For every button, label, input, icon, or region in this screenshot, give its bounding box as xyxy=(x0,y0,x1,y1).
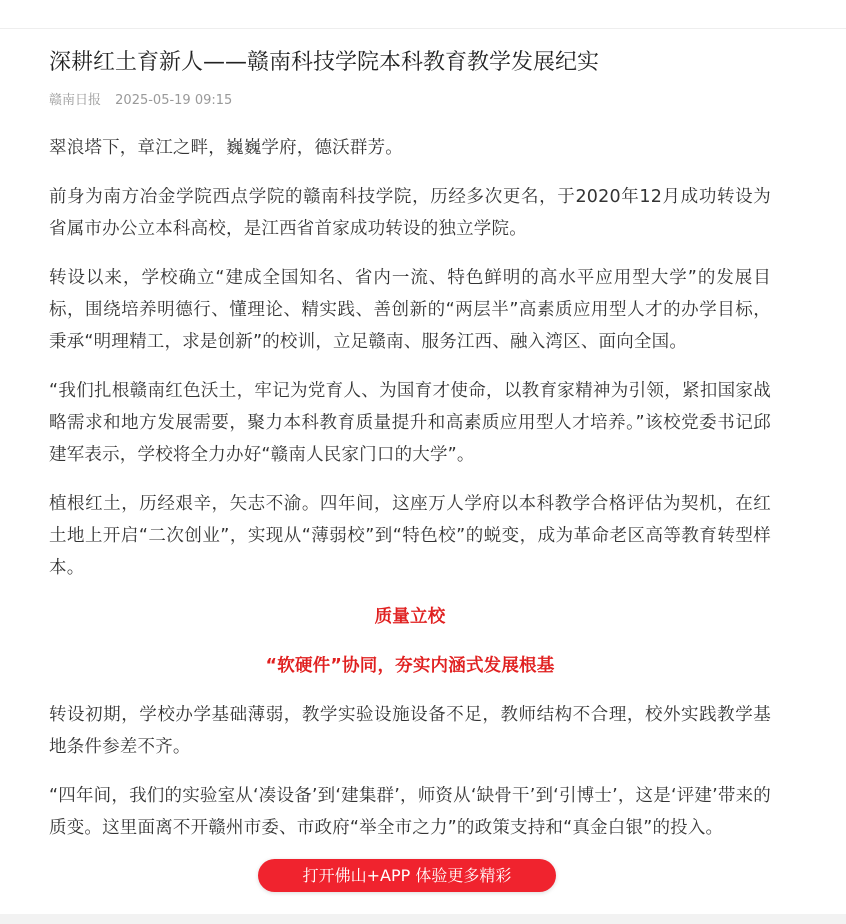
article-title: 深耕红土育新人——赣南科技学院本科教育教学发展纪实 xyxy=(49,50,600,75)
article-meta xyxy=(49,92,232,110)
section-subtitle: “软硬件”协同，夯实内涵式发展根基 xyxy=(265,656,555,676)
article-paragraph: 植根红土，历经艰辛，矢志不渝。四年间，这座万人学府以本科教学合格评估为契机，在红土地上开启“二次创业”，实现从“薄弱校”到“特色校”的蜕变，成为革命老区高等教育转型样本。 xyxy=(49,494,771,578)
open-app-button[interactable]: 打开佛山+APP 体验更多精彩 xyxy=(258,859,556,892)
top-divider xyxy=(0,28,846,29)
article-body xyxy=(49,132,771,861)
article-paragraph: 转设初期，学校办学基础薄弱，教学实验设施设备不足，教师结构不合理，校外实践教学基地条件参差不齐。 xyxy=(49,705,771,757)
article-datetime: 2025-05-19 09:15 xyxy=(115,93,233,108)
article-paragraph: 转设以来，学校确立“建成全国知名、省内一流、特色鲜明的高水平应用型大学”的发展目标，围绕培养明德行、懂理论、精实践、善创新的“两层半”高素质应用型人才的办学目标，秉承“明理精工，求是创新”的校训，立足赣南、服务江西、融入湾区、面向全国。 xyxy=(49,268,771,352)
article-paragraph: 前身为南方冶金学院西点学院的赣南科技学院，历经多次更名，于2020年12月成功转设为省属市办公立本科高校，是江西省首家成功转设的独立学院。 xyxy=(49,187,771,239)
article-paragraph: “四年间，我们的实验室从‘凑设备’到‘建集群’，师资从‘缺骨干’到‘引博士’，这是‘评建’带来的质变。这里面离不开赣州市委、市政府“举全市之力”的政策支持和“真金白银”的投入。 xyxy=(49,786,771,838)
section-title: 质量立校 xyxy=(374,607,446,627)
bottom-bar xyxy=(0,914,846,924)
article-source[interactable]: 赣南日报 xyxy=(49,93,102,108)
article-paragraph: 翠浪塔下，章江之畔，巍巍学府，德沃群芳。 xyxy=(49,138,403,158)
article-paragraph: “我们扎根赣南红色沃土，牢记为党育人、为国育才使命，以教育家精神为引领，紧扣国家战略需求和地方发展需要，聚力本科教育质量提升和高素质应用型人才培养。”该校党委书记邱建军表示，学校将全力办好“赣南人民家门口的大学”。 xyxy=(49,381,771,465)
